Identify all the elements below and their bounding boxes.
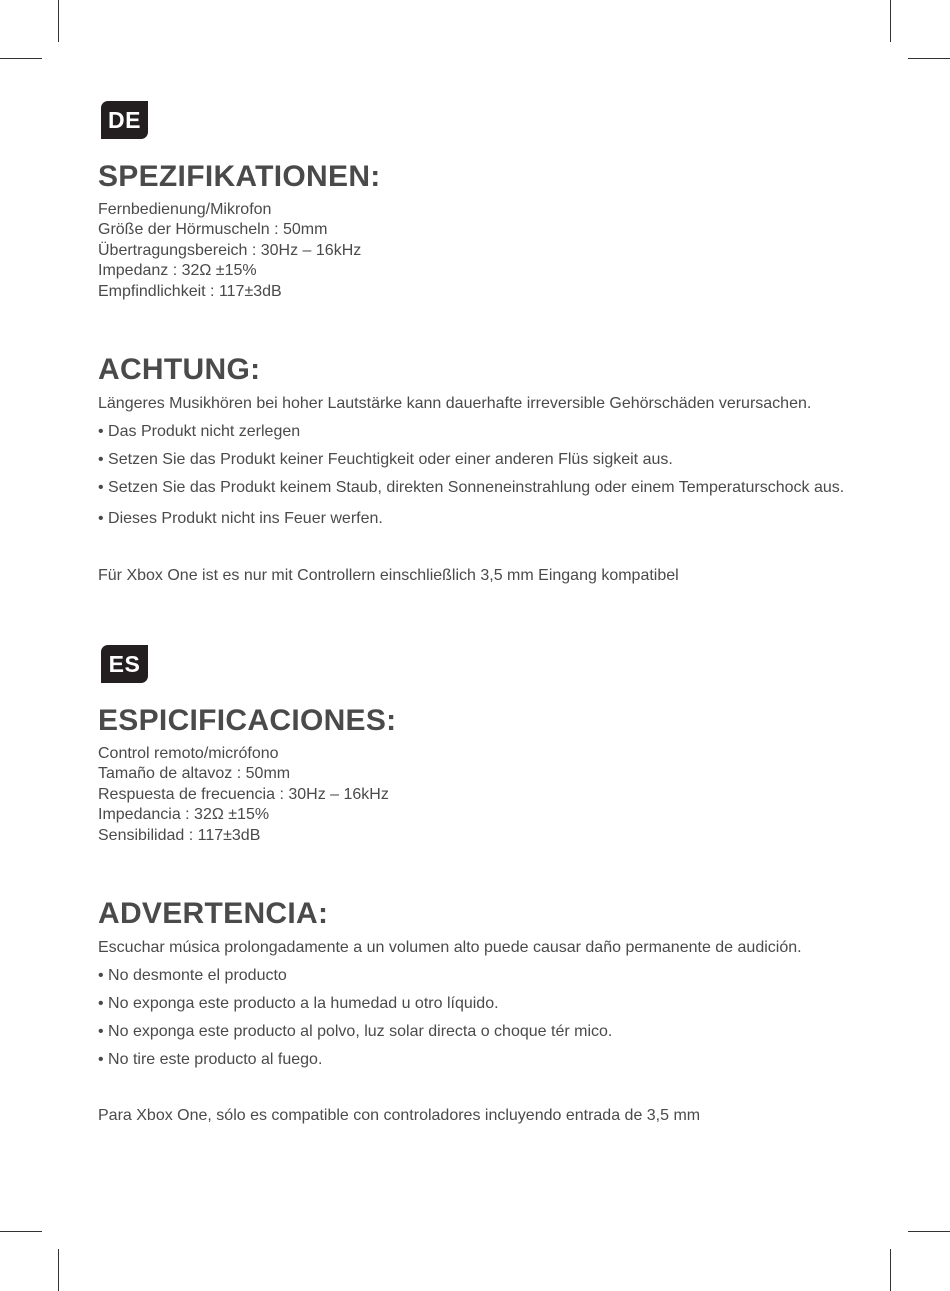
warning-item: • No desmonte el producto — [98, 967, 287, 984]
spec-heading-de: SPEZIFIKATIONEN: — [98, 160, 381, 193]
compatibility-note-de: Für Xbox One ist es nur mit Controllern einschließlich 3,5 mm Eingang kompatibel — [98, 567, 679, 584]
warning-item: • No tire este producto al fuego. — [98, 1051, 323, 1068]
language-badge-de: DE — [101, 101, 148, 139]
crop-mark-top-left-horizontal — [0, 58, 42, 59]
crop-mark-top-left-vertical — [58, 0, 59, 42]
spec-heading-es: ESPICIFICACIONES: — [98, 704, 397, 737]
spec-item: Sensibilidad : 117±3dB — [98, 826, 261, 844]
warning-intro-de: Längeres Musikhören bei hoher Lautstärke kann dauerhafte irreversible Gehörschäden verursachen. — [98, 395, 812, 412]
spec-item: Empfindlichkeit : 117±3dB — [98, 282, 282, 300]
warning-item: • No exponga este producto a la humedad u otro líquido. — [98, 995, 499, 1012]
spec-item: Tamaño de altavoz : 50mm — [98, 765, 291, 783]
spec-item: Respuesta de frecuencia : 30Hz – 16kHz — [98, 785, 389, 803]
spec-item: Impedanz : 32Ω ±15% — [98, 262, 257, 280]
spec-list-de — [98, 200, 361, 302]
crop-mark-bottom-right-horizontal — [908, 1231, 950, 1232]
warning-item: • Setzen Sie das Produkt keinem Staub, direkten Sonneneinstrahlung oder einem Temperaturschock aus. — [98, 479, 845, 496]
crop-mark-top-right-horizontal — [908, 58, 950, 59]
warning-item: • Dieses Produkt nicht ins Feuer werfen. — [98, 510, 383, 527]
crop-mark-bottom-right-vertical — [890, 1249, 891, 1291]
spec-item: Fernbedienung/Mikrofon — [98, 201, 272, 218]
warning-intro-es: Escuchar música prolongadamente a un volumen alto puede causar daño permanente de audición. — [98, 939, 802, 956]
warning-heading-de: ACHTUNG: — [98, 353, 261, 386]
warning-item: • Das Produkt nicht zerlegen — [98, 423, 301, 440]
warning-item: • No exponga este producto al polvo, luz solar directa o choque tér mico. — [98, 1023, 613, 1040]
crop-mark-bottom-left-vertical — [58, 1249, 59, 1291]
spec-item: Größe der Hörmuscheln : 50mm — [98, 221, 328, 239]
spec-item: Impedancia : 32Ω ±15% — [98, 806, 270, 824]
warning-heading-es: ADVERTENCIA: — [98, 897, 329, 930]
spec-item: Übertragungsbereich : 30Hz – 16kHz — [98, 241, 362, 259]
compatibility-note-es: Para Xbox One, sólo es compatible con controladores incluyendo entrada de 3,5 mm — [98, 1107, 701, 1124]
crop-mark-bottom-left-horizontal — [0, 1231, 42, 1232]
crop-mark-top-right-vertical — [890, 0, 891, 42]
spec-list-es — [98, 744, 389, 846]
language-badge-es: ES — [101, 645, 148, 683]
spec-item: Control remoto/micrófono — [98, 745, 279, 762]
warning-item: • Setzen Sie das Produkt keiner Feuchtigkeit oder einer anderen Flüs sigkeit aus. — [98, 451, 673, 468]
